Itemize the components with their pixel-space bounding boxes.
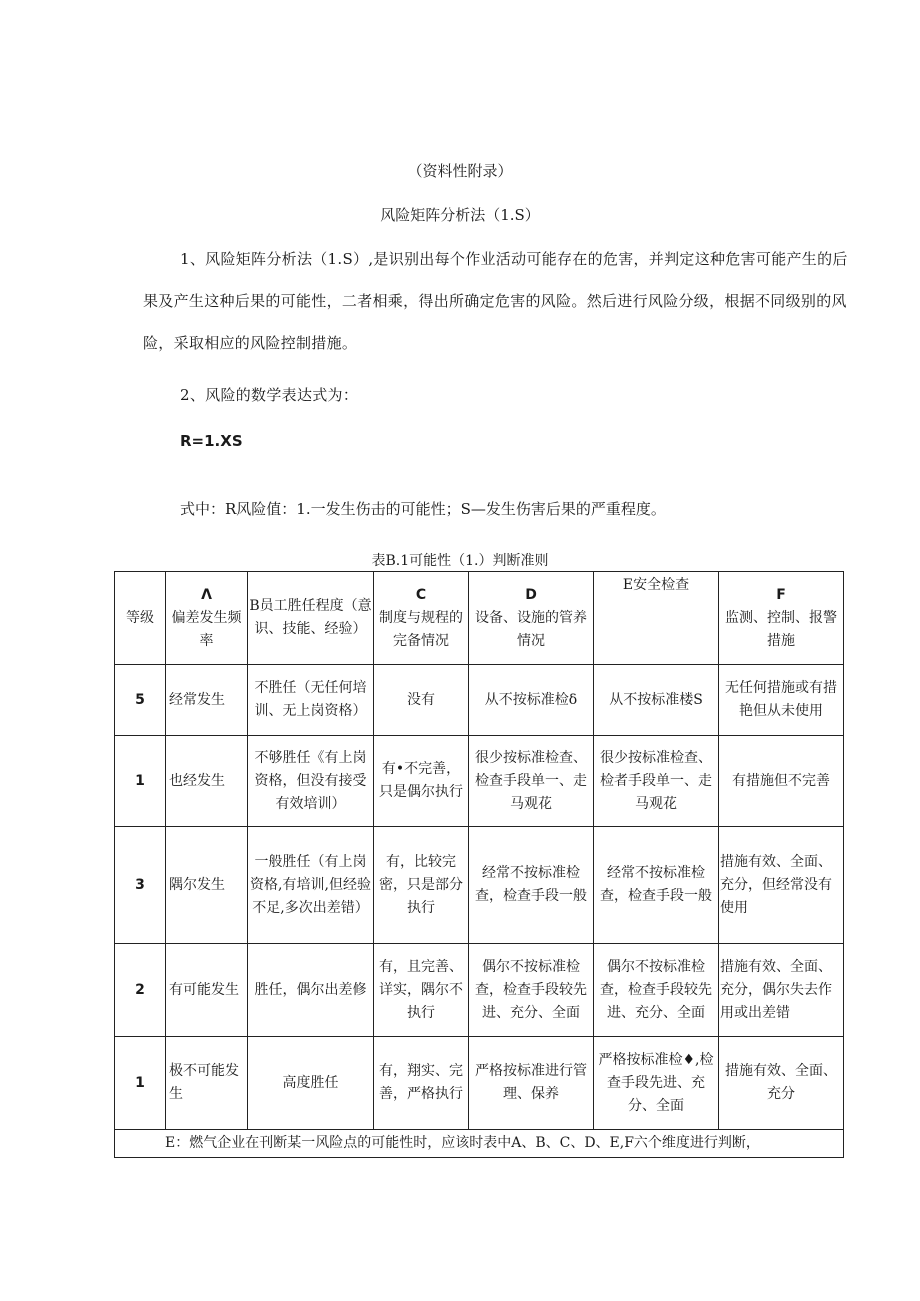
table-header-row xyxy=(115,572,844,665)
row-inspection: 经常不按标准检查，检查手段一般 xyxy=(594,827,719,944)
row-competence: 不胜任（无任何培训、无上岗资格） xyxy=(248,665,374,736)
row-inspection: 偶尔不按标准检查，检查手段较先进、充分、全面 xyxy=(594,944,719,1037)
row-rules: 有，且完善、详实，隅尔不执行 xyxy=(374,944,469,1037)
definition-paragraph: 1、风险矩阵分析法（1.S）,是识别出每个作业活动可能存在的危害，并判定这种危害可能产生的后果及产生这种后果的可能性，二者相乘，得出所确定危害的风险。然后进行风险分级，根据不同级别的风险，采取相应的风险控制措施。 xyxy=(143,250,848,352)
header-a-text: 偏差发生频率 xyxy=(171,609,242,649)
row-frequency: 极不可能发生 xyxy=(166,1037,248,1130)
header-f xyxy=(719,572,844,665)
row-inspection: 严格按标准检♦,检查手段先进、充分、全面 xyxy=(594,1037,719,1130)
appendix-label: （资料性附录） xyxy=(407,162,513,180)
header-d xyxy=(469,572,594,665)
row-level: 5 xyxy=(115,665,166,736)
document-title: 风险矩阵分析法（1.S） xyxy=(380,206,540,224)
table-caption: 表B.1可能性（1.）判断准则 xyxy=(371,553,549,569)
row-maintenance: 经常不按标准检查，检查手段一般 xyxy=(469,827,594,944)
row-competence: 高度胜任 xyxy=(248,1037,374,1130)
header-f-text: 监测、控制、报警措施 xyxy=(725,609,837,649)
row-rules: 有，翔实、完善，严格执行 xyxy=(374,1037,469,1130)
row-competence: 一般胜任（有上岗资格,有培训,但经验不足,多次出差错） xyxy=(248,827,374,944)
header-level: 等级 xyxy=(115,572,166,665)
row-level: 3 xyxy=(115,827,166,944)
likelihood-criteria-table xyxy=(114,571,844,1158)
header-c xyxy=(374,572,469,665)
row-rules: 有，比较完密，只是部分执行 xyxy=(374,827,469,944)
row-level: 1 xyxy=(115,1037,166,1130)
row-monitoring: 措施有效、全面、充分，偶尔失去作用或出差错 xyxy=(719,944,844,1037)
header-c-letter: C xyxy=(415,586,427,603)
row-frequency: 经常发生 xyxy=(166,665,248,736)
header-d-letter: D xyxy=(525,586,537,603)
row-maintenance: 严格按标准进行管理、保养 xyxy=(469,1037,594,1130)
formula-intro-paragraph: 2、风险的数学表达式为： xyxy=(180,386,359,404)
risk-formula: R=1.XS xyxy=(180,432,243,450)
row-monitoring: 措施有效、全面、充分，但经常没有使用 xyxy=(719,827,844,944)
row-competence: 胜任，偶尔出差修 xyxy=(248,944,374,1037)
table-row xyxy=(115,665,844,736)
row-level: 2 xyxy=(115,944,166,1037)
header-b: B员工胜任程度（意识、技能、经验） xyxy=(248,572,374,665)
row-maintenance: 偶尔不按标准检查，检查手段较先进、充分、全面 xyxy=(469,944,594,1037)
row-monitoring: 有措施但不完善 xyxy=(719,736,844,827)
header-f-letter: F xyxy=(776,586,786,603)
row-maintenance: 很少按标准检查、检查手段单一、走马观花 xyxy=(469,736,594,827)
row-level: 1 xyxy=(115,736,166,827)
header-a xyxy=(166,572,248,665)
table-note-row xyxy=(115,1130,844,1158)
row-competence: 不够胜任《有上岗资格，但没有接受有效培训） xyxy=(248,736,374,827)
formula-legend: 式中：R风险值：1.一发生伤击的可能性；S—发生伤害后果的严重程度。 xyxy=(180,500,666,518)
table-note: E：燃气企业在刊断某一风险点的可能性时，应该时表中A、B、C、D、E,F六个维度进行判断， xyxy=(115,1130,844,1158)
table-row xyxy=(115,1037,844,1130)
table-row xyxy=(115,736,844,827)
header-e: E安全检查 xyxy=(594,572,719,665)
header-a-letter: Λ xyxy=(201,586,212,603)
row-frequency: 有可能发生 xyxy=(166,944,248,1037)
row-monitoring: 措施有效、全面、充分 xyxy=(719,1037,844,1130)
row-maintenance: 从不按标准检δ xyxy=(469,665,594,736)
row-inspection: 很少按标准检查、检者手段单一、走马观花 xyxy=(594,736,719,827)
row-rules: 没有 xyxy=(374,665,469,736)
table-row xyxy=(115,944,844,1037)
row-rules: 有•不完善，只是偶尔执行 xyxy=(374,736,469,827)
row-frequency: 也经发生 xyxy=(166,736,248,827)
header-c-text: 制度与规程的完备情况 xyxy=(379,609,463,649)
row-frequency: 隅尔发生 xyxy=(166,827,248,944)
row-monitoring: 无任何措施或有措艳但从未使用 xyxy=(719,665,844,736)
table-row xyxy=(115,827,844,944)
header-d-text: 设备、设施的管养情况 xyxy=(475,609,587,649)
row-inspection: 从不按标准楼S xyxy=(594,665,719,736)
